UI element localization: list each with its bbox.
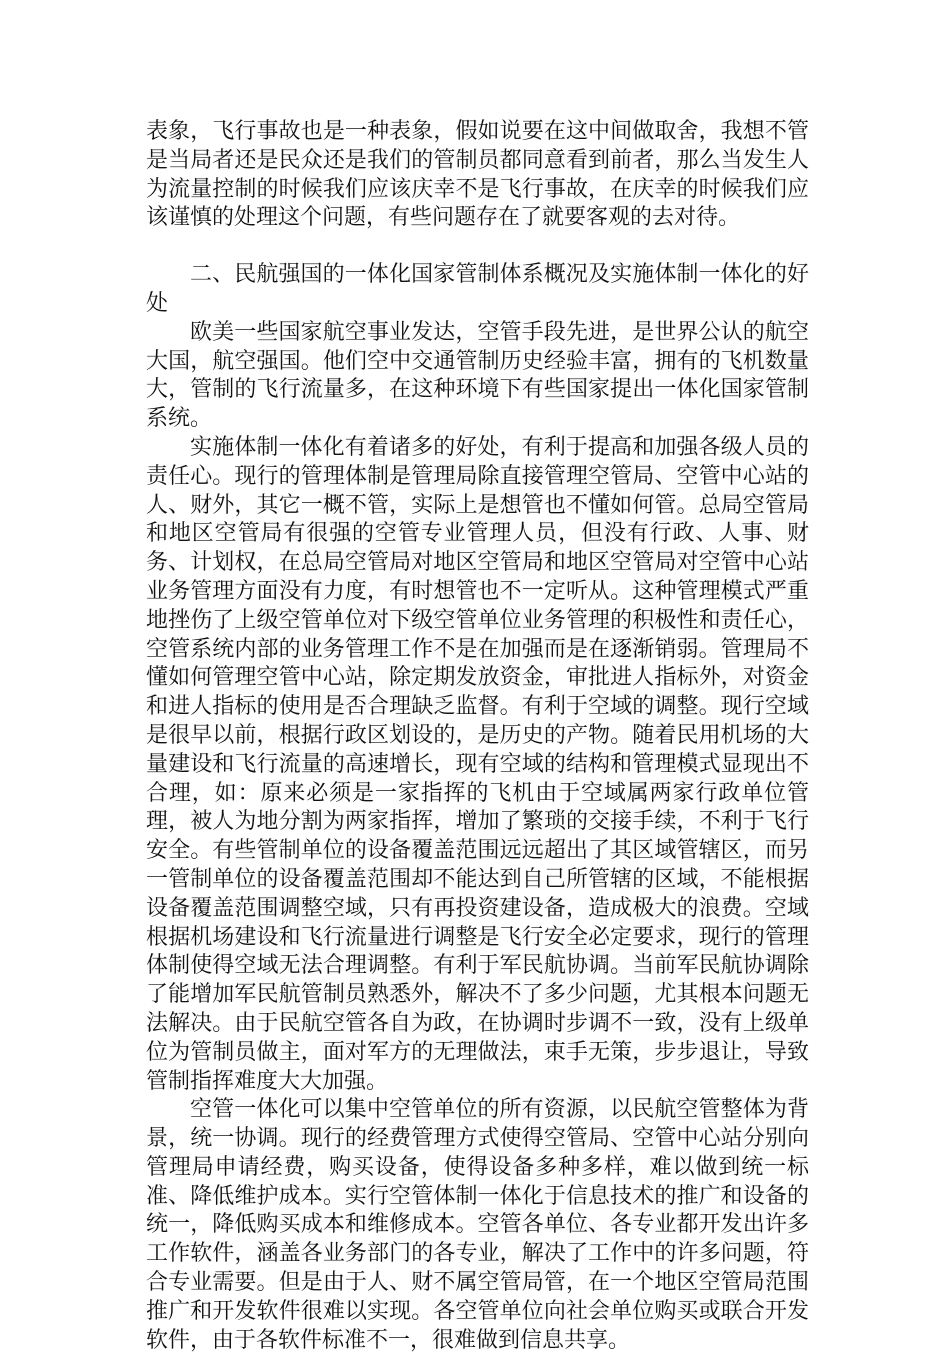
paragraph-continuation: 表象，飞行事故也是一种表象，假如说要在这中间做取舍，我想不管是当局者还是民众还是我们的管制员都同意看到前者，那么当发生人为流量控制的时候我们应该庆幸不是飞行事故，在庆幸的时候我们应该谨慎的处理这个问题，有些问题存在了就要客观的去对待。 [146,119,809,231]
document-page [146,118,809,1355]
section-heading: 二、民航强国的一体化国家管制体系概况及实施体制一体化的好处 [146,262,809,316]
paragraph-body: 欧美一些国家航空事业发达，空管手段先进，是世界公认的航空大国，航空强国。他们空中交通管制历史经验丰富，拥有的飞机数量大，管制的飞行流量多，在这种环境下有些国家提出一体化国家管制系统。 [146,319,809,432]
paragraph-body: 实施体制一体化有着诸多的好处，有利于提高和加强各级人员的责任心。现行的管理体制是管理局除直接管理空管局、空管中心站的人、财外，其它一概不管，实际上是想管也不懂如何管。总局空管局和地区空管局有很强的空管专业管理人员，但没有行政、人事、财务、计划权，在总局空管局对地区空管局和地区空管局对空管中心站业务管理方面没有力度，有时想管也不一定听从。这种管理模式严重地挫伤了上级空管单位对下级空管单位业务管理的积极性和责任心，空管系统内部的业务管理工作不是在加强而是在逐渐销弱。管理局不懂如何管理空管中心站，除定期发放资金，审批进人指标外，对资金和进人指标的使用是否合理缺乏监督。有利于空域的调整。现行空域是很早以前，根据行政区划设的，是历史的产物。随着民用机场的大量建设和飞行流量的高速增长，现有空域的结构和管理模式显现出不合理，如：原来必须是一家指挥的飞机由于空域属两家行政单位管理，被人为地分割为两家指挥，增加了繁琐的交接手续，不利于飞行安全。有些管制单位的设备覆盖范围远远超出了其区域管辖区，而另一管制单位的设备覆盖范围却不能达到自己所管辖的区域，不能根据设备覆盖范围调整空域，只有再投资建设备，造成极大的浪费。空域根据机场建设和飞行流量进行调整是飞行安全必定要求，现行的管理体制使得空域无法合理调整。有利于军民航协调。当前军民航协调除了能增加军民航管制员熟悉外，解决不了多少问题，尤其根本问题无法解决。由于民航空管各自为政，在协调时步调不一致，没有上级单位为管制员做主，面对军方的无理做法，束手无策，步步退让，导致管制指挥难度大大加强。 [146,434,809,1094]
paragraph-body: 空管一体化可以集中空管单位的所有资源，以民航空管整体为背景，统一协调。现行的经费管理方式使得空管局、空管中心站分别向管理局申请经费，购买设备，使得设备多种多样，难以做到统一标准、降低维护成本。实行空管体制一体化于信息技术的推广和设备的统一，降低购买成本和维修成本。空管各单位、各专业都开发出许多工作软件，涵盖各业务部门的各专业，解决了工作中的许多问题，符合专业需要。但是由于人、财不属空管局管，在一个地区空管局范围推广和开发软件很难以实现。各空管单位向社会单位购买或联合开发软件，由于各软件标准不一，很难做到信息共享。 [146,1097,809,1353]
